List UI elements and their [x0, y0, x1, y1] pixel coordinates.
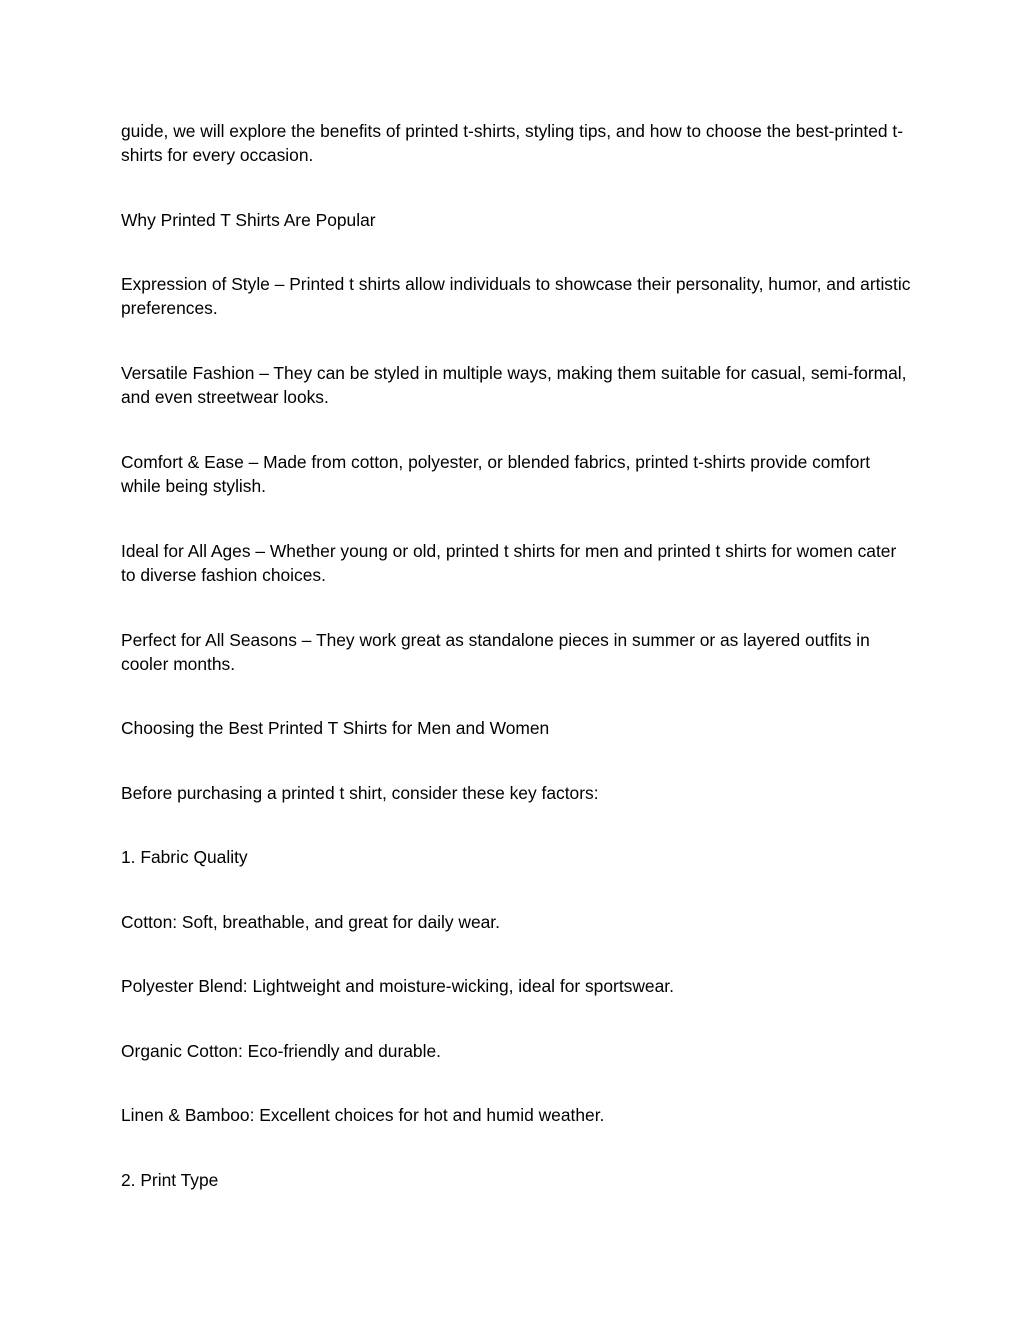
paragraph-polyester-blend: Polyester Blend: Lightweight and moisture-wicking, ideal for sportswear.	[121, 976, 674, 996]
paragraph-cotton: Cotton: Soft, breathable, and great for daily wear.	[121, 912, 500, 932]
paragraph-expression-of-style: Expression of Style – Printed t shirts allow individuals to showcase their personality, humor, and artistic preferences.	[121, 274, 911, 318]
paragraph-versatile-fashion: Versatile Fashion – They can be styled in multiple ways, making them suitable for casual, semi-formal, and even streetwear looks.	[121, 363, 907, 407]
paragraph-intro-continued: guide, we will explore the benefits of printed t-shirts, styling tips, and how to choose the best-printed t-shirts for every occasion.	[121, 121, 904, 165]
heading-choosing-best-printed-t-shirts: Choosing the Best Printed T Shirts for Men and Women	[121, 718, 550, 738]
heading-fabric-quality: 1. Fabric Quality	[121, 847, 248, 867]
paragraph-organic-cotton: Organic Cotton: Eco-friendly and durable.	[121, 1041, 441, 1061]
heading-print-type: 2. Print Type	[121, 1170, 219, 1190]
paragraph-comfort-ease: Comfort & Ease – Made from cotton, polyester, or blended fabrics, printed t-shirts provide comfort while being stylish.	[121, 452, 871, 496]
heading-why-printed-t-shirts-are-popular: Why Printed T Shirts Are Popular	[121, 210, 376, 230]
paragraph-before-purchasing: Before purchasing a printed t shirt, consider these key factors:	[121, 783, 599, 803]
paragraph-linen-bamboo: Linen & Bamboo: Excellent choices for hot and humid weather.	[121, 1105, 605, 1125]
paragraph-ideal-for-all-ages: Ideal for All Ages – Whether young or old, printed t shirts for men and printed t shirts for women cater to diverse fashion choices.	[121, 541, 897, 585]
paragraph-perfect-for-all-seasons: Perfect for All Seasons – They work great as standalone pieces in summer or as layered outfits in cooler months.	[121, 630, 870, 674]
